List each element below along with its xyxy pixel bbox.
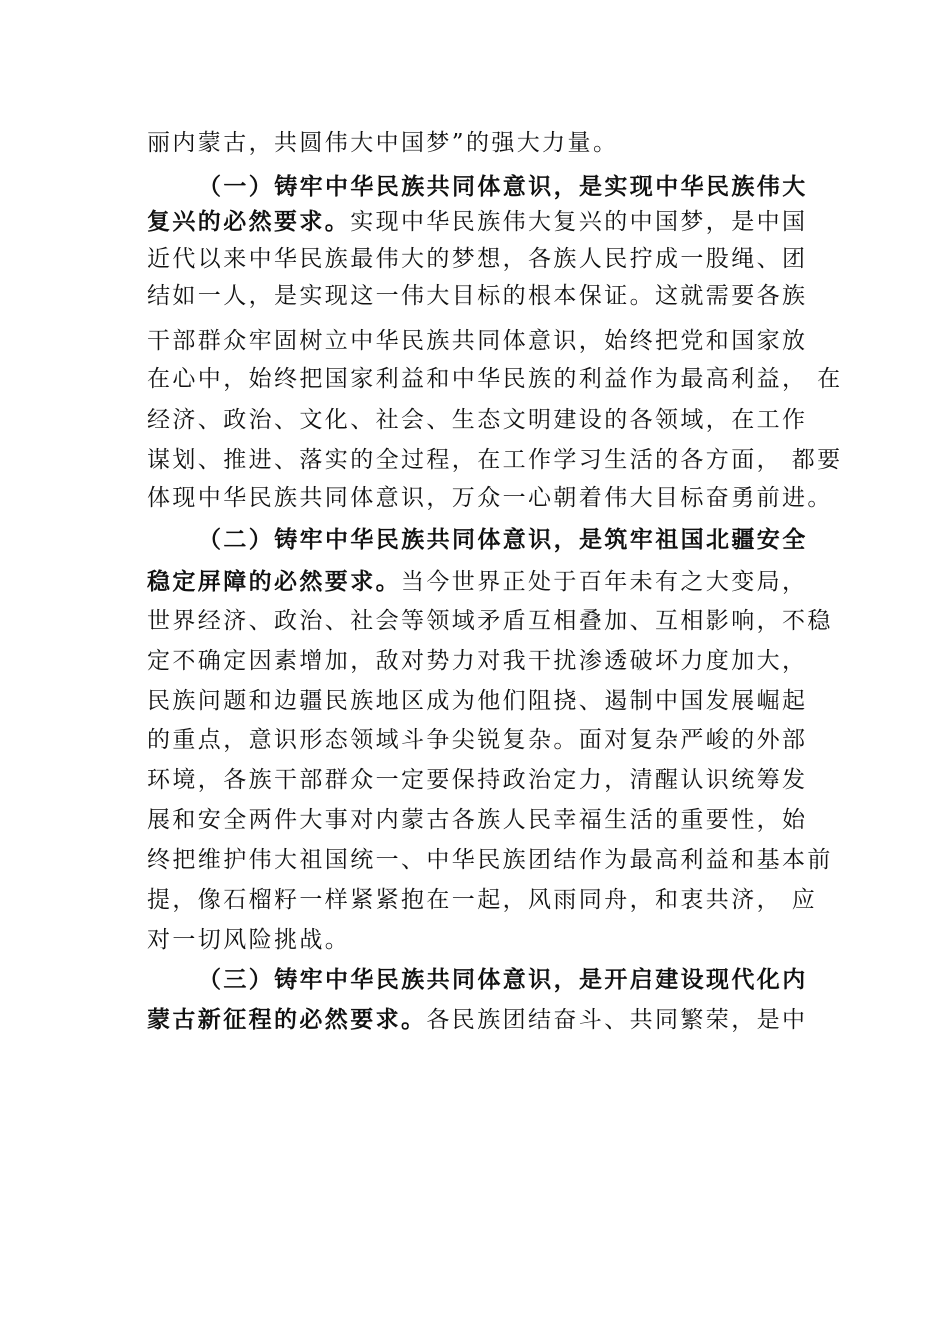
text-line: 结如一人，是实现这一伟大目标的根本保证。这就需要各族 [147, 283, 808, 309]
text-line: 民族问题和边疆民族地区成为他们阻挠、遏制中国发展崛起 [147, 688, 808, 714]
text-line: 的重点，意识形态领域斗争尖锐复杂。面对复杂严峻的外部 [147, 727, 808, 753]
section-heading-3: （三）铸牢中华民族共同体意识，是开启建设现代化内 [198, 967, 808, 993]
text-line: 体现中华民族共同体意识，万众一心朝着伟大目标奋勇前进。 [147, 485, 833, 511]
text-line: 对一切风险挑战。 [147, 927, 351, 953]
text-line: 近代以来中华民族最伟大的梦想，各族人民拧成一股绳、团 [147, 246, 808, 272]
text-line: 展和安全两件大事对内蒙古各族人民幸福生活的重要性，始 [147, 807, 808, 833]
text-line: 世界经济、政治、社会等领域矛盾互相叠加、互相影响，不稳 [147, 608, 833, 634]
text-line: 稳定屏障的必然要求。当今世界正处于百年未有之大变局， [147, 569, 808, 595]
text-line: 提，像石榴籽一样紧紧抱在一起，风雨同舟，和衷共济， 应 [147, 887, 818, 913]
text-line: 谋划、推进、落实的全过程，在工作学习生活的各方面， 都要 [147, 447, 843, 473]
section-heading-1: （一）铸牢中华民族共同体意识，是实现中华民族伟大 [198, 174, 808, 200]
text-line: 干部群众牢固树立中华民族共同体意识，始终把党和国家放 [147, 328, 808, 354]
text-line: 终把维护伟大祖国统一、中华民族团结作为最高利益和基本前 [147, 847, 833, 873]
text-line: 经济、政治、文化、社会、生态文明建设的各领域，在工作 [147, 407, 808, 433]
text-line: 环境，各族干部群众一定要保持政治定力，清醒认识统筹发 [147, 767, 808, 793]
text-line: 复兴的必然要求。实现中华民族伟大复兴的中国梦，是中国 [147, 209, 808, 235]
section-heading-2: （二）铸牢中华民族共同体意识，是筑牢祖国北疆安全 [198, 527, 808, 553]
text-line: 丽内蒙古，共圆伟大中国梦”的强大力量。 [147, 130, 619, 156]
text-line: 定不确定因素增加，敌对势力对我干扰渗透破坏力度加大， [147, 648, 808, 674]
text-line: 蒙古新征程的必然要求。各民族团结奋斗、共同繁荣，是中 [147, 1007, 808, 1033]
text-line: 在心中，始终把国家利益和中华民族的利益作为最高利益， 在 [147, 366, 843, 392]
